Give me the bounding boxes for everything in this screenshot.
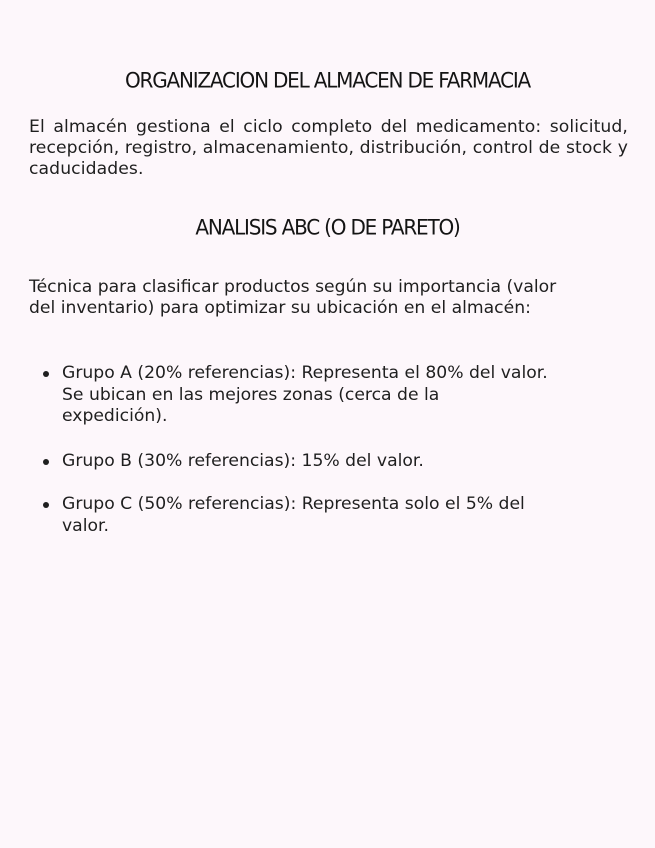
group-b-text: Grupo B (30% referencias): 15% del valor. [62, 450, 424, 471]
page-title: ORGANIZACION DEL ALMACEN DE FARMACIA [124, 67, 531, 93]
bullet-icon [43, 502, 49, 508]
list-item-group-a [29, 363, 549, 428]
bullet-icon [43, 371, 49, 377]
group-a-text: Grupo A (20% referencias): Representa el 80% del valor. Se ubican en las mejores zonas (cerca de la expedición). [62, 363, 548, 426]
intro-paragraph: El almacén gestiona el ciclo completo del medicamento: solicitud, recepción, registro, almacenamiento, distribución, control de stock y caducidades. [29, 117, 628, 179]
section-title: ANALISIS ABC (O DE PARETO) [195, 214, 460, 240]
abc-group-list [29, 363, 549, 537]
list-item-group-c [29, 494, 549, 537]
technique-paragraph: Técnica para clasificar productos según su importancia (valor del inventario) para optimizar su ubicación en el almacén: [29, 277, 557, 318]
group-c-text: Grupo C (50% referencias): Representa solo el 5% del valor. [62, 494, 525, 536]
bullet-icon [43, 459, 49, 465]
list-item-group-b [29, 451, 549, 473]
